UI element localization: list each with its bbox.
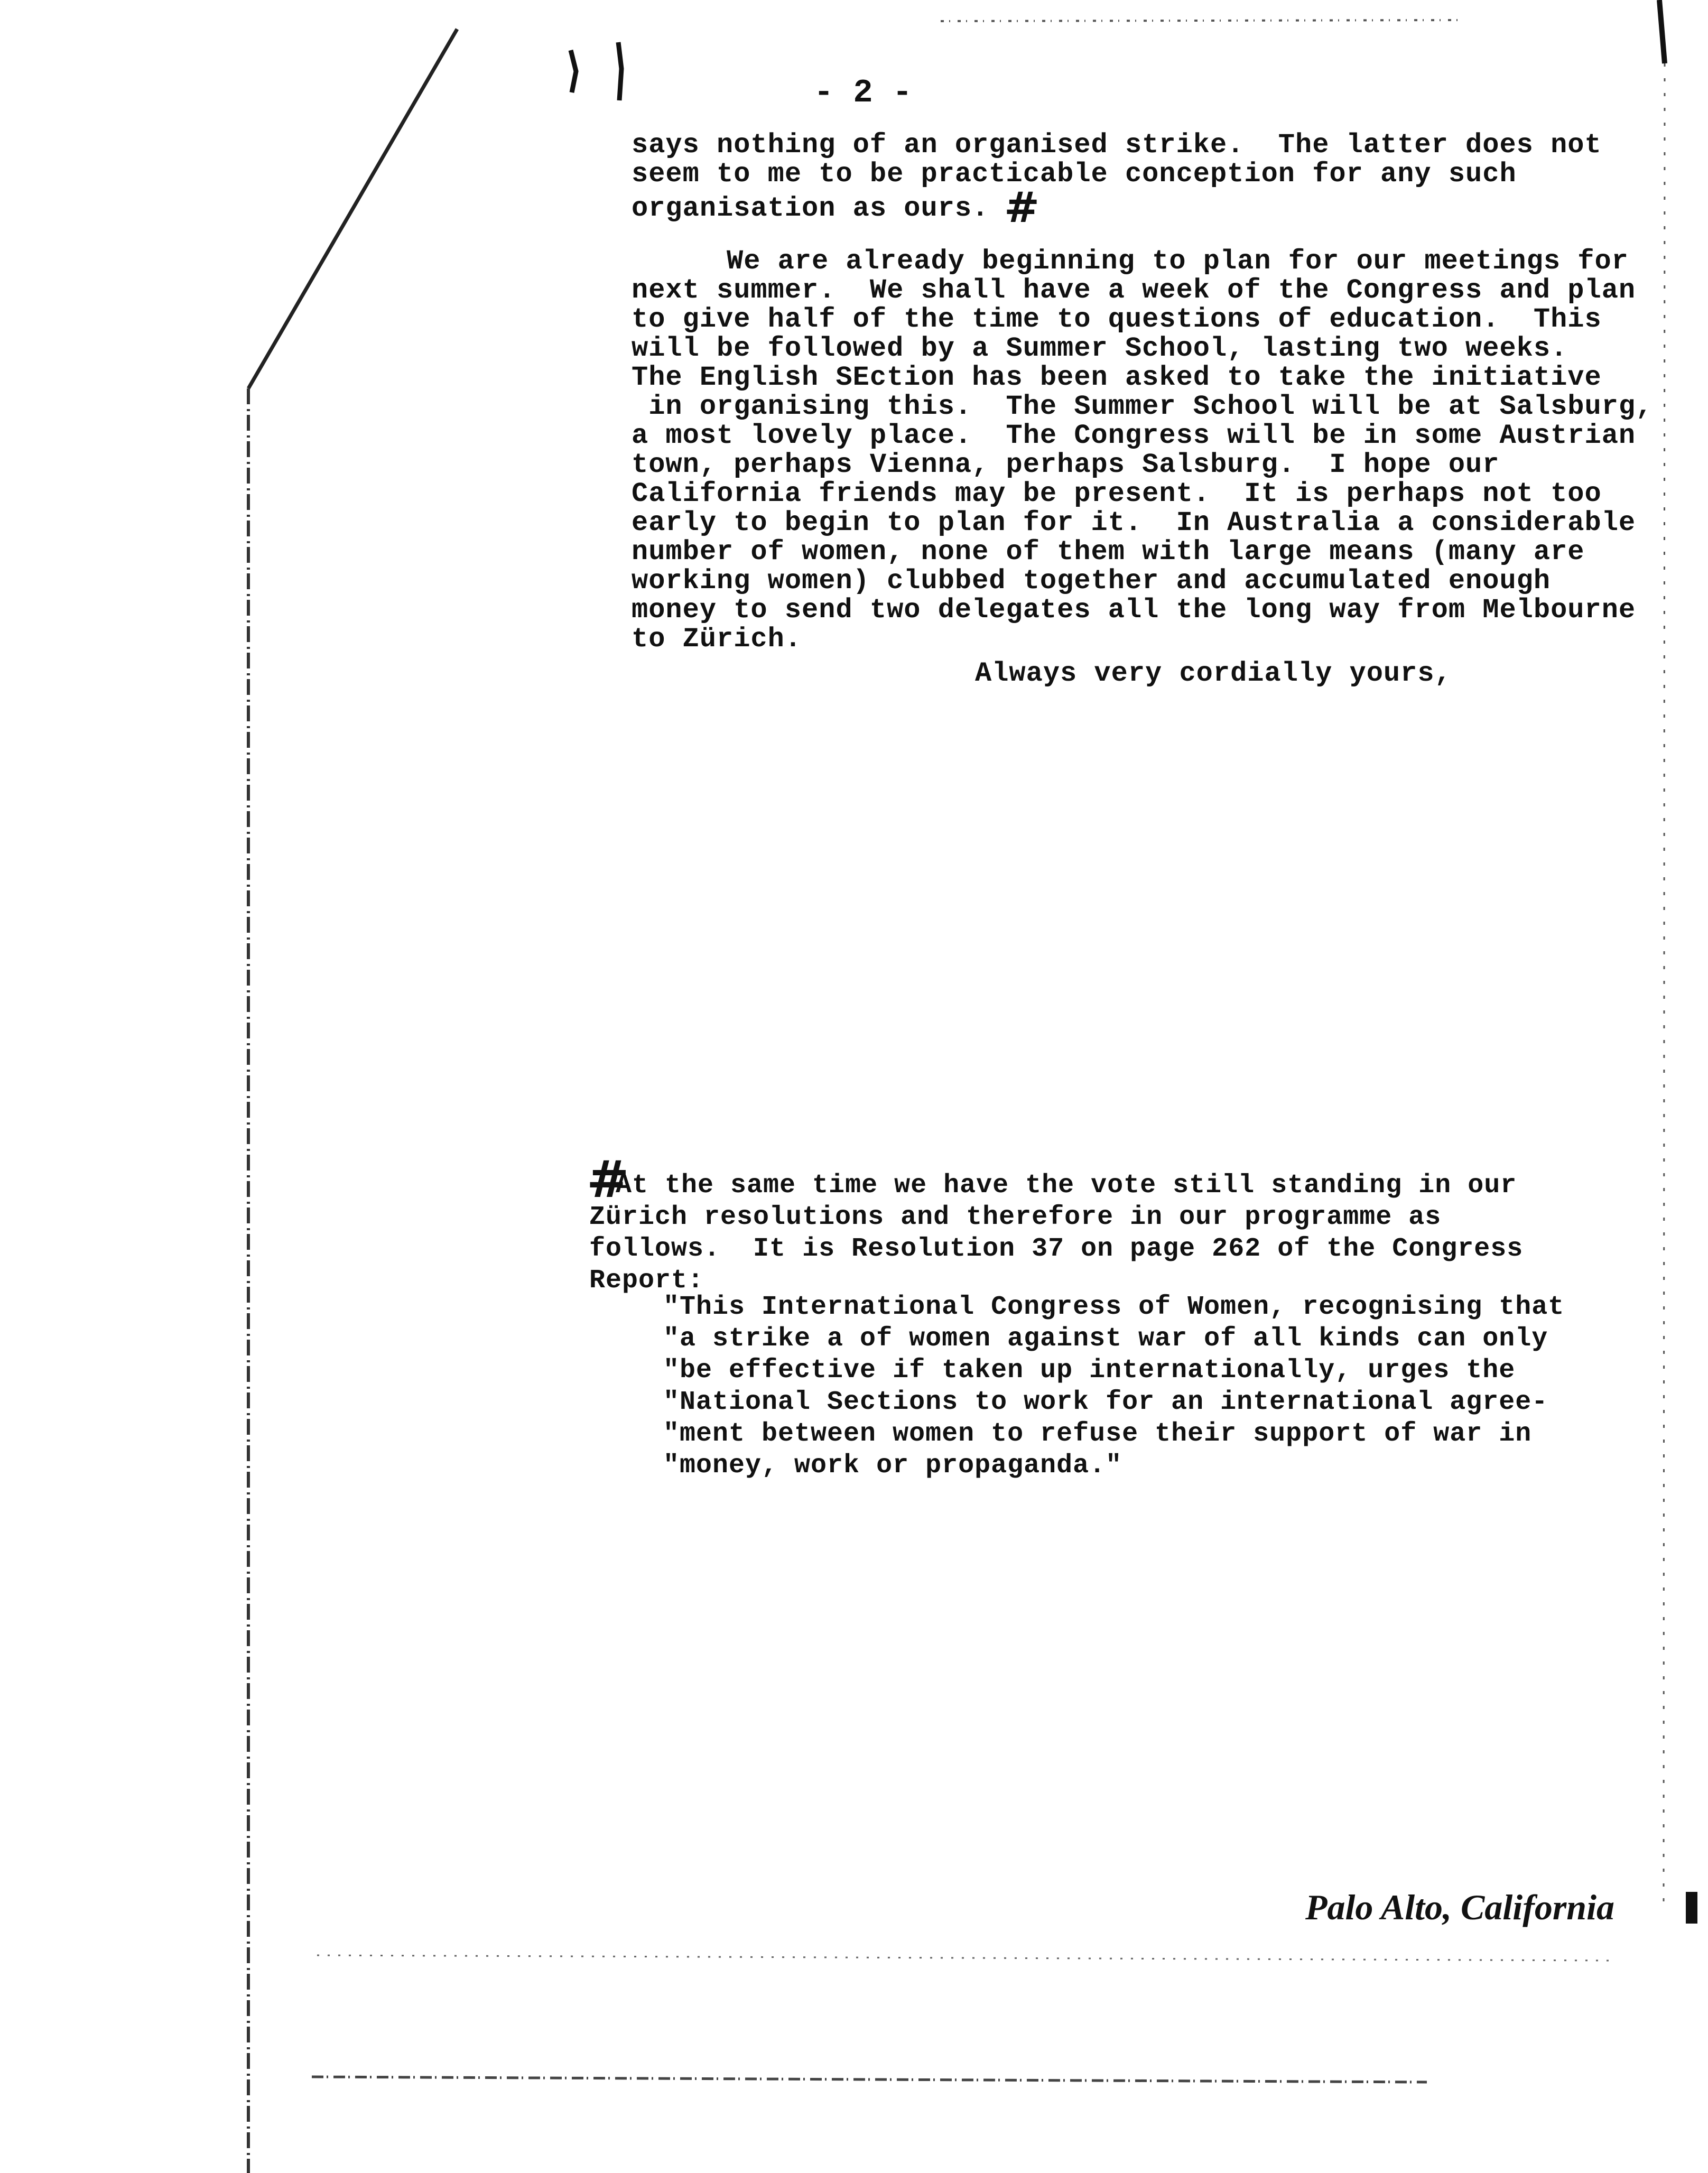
text-line: California friends may be present. It is perhaps not too <box>632 478 1602 509</box>
footnote-line: Zürich resolutions and therefore in our programme as <box>589 1202 1442 1232</box>
text-line: The English SEction has been asked to take the initiative <box>632 362 1602 393</box>
inline-hash-mark: # <box>1004 182 1040 232</box>
quote-line: "ment between women to refuse their support of war in <box>663 1419 1532 1449</box>
scan-line-bottom-1 <box>317 1955 1612 1961</box>
footnote-line: Report: <box>589 1266 704 1296</box>
text-line: a most lovely place. The Congress will be in some Austrian <box>632 420 1636 451</box>
top-left-mark-2 <box>618 42 621 100</box>
right-edge-top <box>1659 0 1665 63</box>
footnote-hash-mark: # <box>587 1149 629 1209</box>
footnote-line: follows. It is Resolution 37 on page 262 of the Congress <box>589 1234 1524 1264</box>
quote-line: "National Sections to work for an international agree- <box>663 1387 1548 1417</box>
scan-line-bottom-2 <box>312 2077 1427 2082</box>
top-left-mark-1 <box>571 50 576 92</box>
text-line: early to begin to plan for it. In Australia a considerable <box>632 507 1636 538</box>
text-line: We are already beginning to plan for our meetings for <box>727 246 1629 277</box>
text-line: to give half of the time to questions of education. This <box>632 304 1602 335</box>
text-line: organisation as ours. <box>632 193 989 224</box>
closing: Always very cordially yours, <box>975 658 1452 689</box>
page-number: - 2 - <box>814 74 913 112</box>
scan-line-top <box>941 20 1459 21</box>
text-line: seem to me to be practicable conception for any such <box>632 159 1517 190</box>
archive-stamp: Palo Alto, California <box>1305 1887 1615 1927</box>
right-edge <box>1664 63 1665 1902</box>
text-line: to Zürich. <box>632 624 802 655</box>
text-line: town, perhaps Vienna, perhaps Salsburg. I hope our <box>632 449 1500 480</box>
text-line: next summer. We shall have a week of the Congress and plan <box>632 275 1636 306</box>
text-line: will be followed by a Summer School, lasting two weeks. <box>632 333 1568 364</box>
fold-edge <box>248 29 457 388</box>
quote-line: "This International Congress of Women, recognising that <box>663 1292 1565 1322</box>
footnote-line: At the same time we have the vote still standing in our <box>616 1171 1517 1201</box>
text-line: working women) clubbed together and accumulated enough <box>632 565 1551 597</box>
text-line: money to send two delegates all the long way from Melbourne <box>632 595 1636 626</box>
right-edge-block <box>1686 1892 1697 1924</box>
text-line: number of women, none of them with large means (many are <box>632 536 1585 568</box>
text-line: in organising this. The Summer School will be at Salsburg, <box>632 391 1653 422</box>
quote-line: "be effective if taken up internationally, urges the <box>663 1355 1516 1386</box>
quote-line: "a strike a of women against war of all kinds can only <box>663 1324 1548 1354</box>
quote-line: "money, work or propaganda." <box>663 1451 1122 1481</box>
text-line: says nothing of an organised strike. The latter does not <box>632 129 1602 161</box>
